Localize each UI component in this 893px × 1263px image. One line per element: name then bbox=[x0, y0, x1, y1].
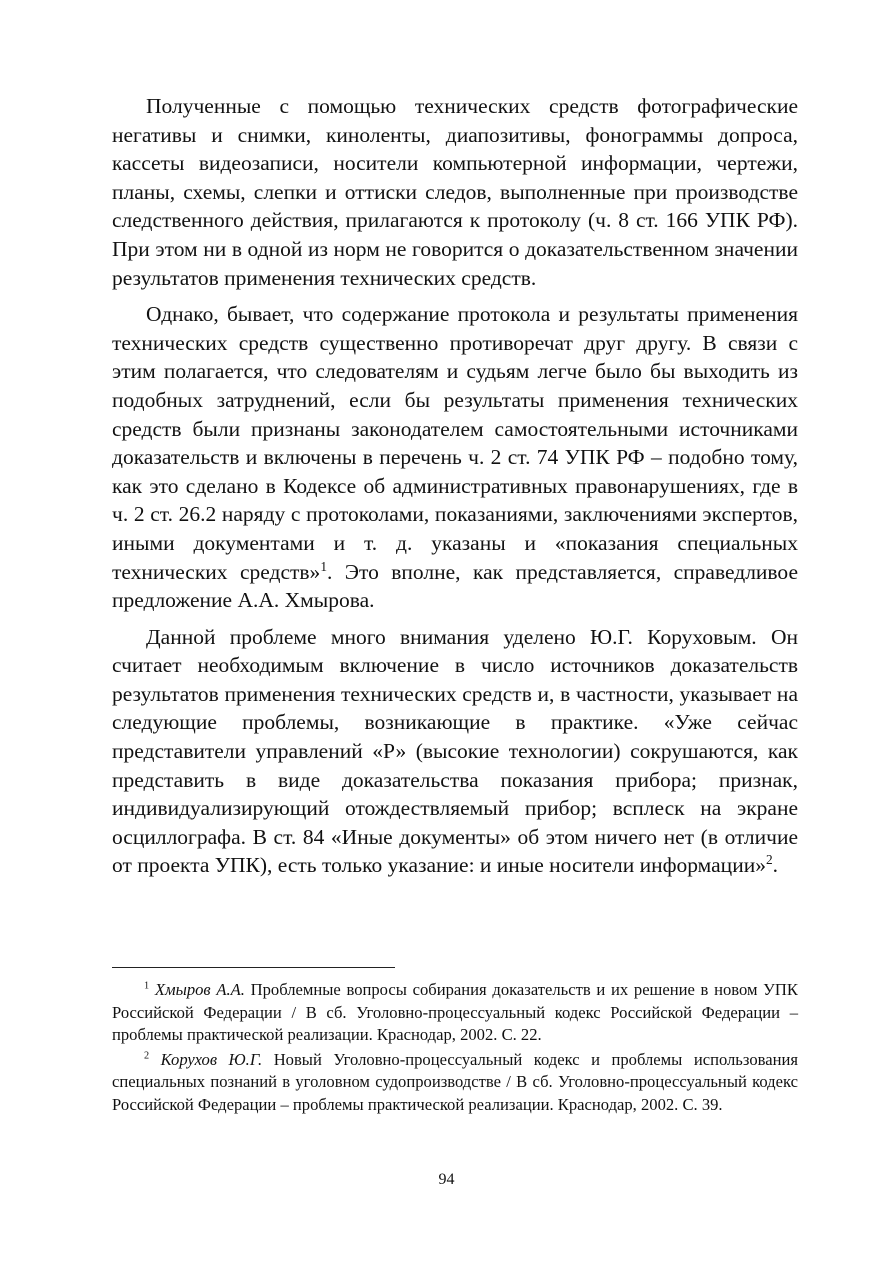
footnote-2-mark: 2 bbox=[144, 1049, 150, 1061]
footnote-ref-1[interactable]: 1 bbox=[320, 558, 327, 574]
footnote-2-author: Корухов Ю.Г. bbox=[160, 1049, 263, 1069]
main-text bbox=[112, 92, 798, 888]
footnote-1-text: Проблемные вопросы собирания доказательств и их решение в новом УПК Российской Федерации / В сб. Уголовно-процессуальный кодекс Российской Федерации – проблемы практической реализации. Краснодар, 2002. С. 22. bbox=[112, 980, 798, 1044]
paragraph-3-tail: . bbox=[772, 853, 779, 878]
page-number: 94 bbox=[438, 1171, 455, 1188]
footnotes bbox=[112, 979, 798, 1118]
paragraph-3 bbox=[112, 623, 798, 880]
footnote-1 bbox=[112, 979, 798, 1047]
footnote-separator bbox=[112, 967, 395, 968]
footnote-ref-2[interactable]: 2 bbox=[765, 852, 773, 868]
footnote-2 bbox=[112, 1049, 798, 1117]
paragraph-1 bbox=[112, 92, 798, 292]
footnote-1-author: Хмыров А.А. bbox=[154, 980, 245, 999]
paragraph-2-tail: . Это вполне, как представляется, справедливое предложение А.А. Хмырова. bbox=[112, 559, 798, 613]
footnote-2-text: Новый Уголовно-процессуальный кодекс и проблемы использования специальных познаний в уголовном судопроизводстве / В сб. Уголовно-процессуальный кодекс Российской Федерации – проблемы практической реализации. Краснодар, 2002. С. 39. bbox=[112, 1049, 799, 1114]
footnote-1-mark: 1 bbox=[144, 980, 150, 992]
paragraph-1-text: Полученные с помощью технических средств фотографические негативы и снимки, киноленты, диапозитивы, фонограммы допроса, кассеты видеозаписи, носители компьютерной информации, чертежи, планы, схемы, слепки и оттиски следов, выполненные при производстве следственного действия, прилагаются к протоколу (ч. 8 ст. 166 УПК РФ). При этом ни в одной из норм не говорится о доказательственном значении результатов применения технических средств. bbox=[112, 94, 798, 290]
paragraph-3-text: Данной проблеме много внимания уделено Ю.Г. Коруховым. Он считает необходимым включение в число источников доказательств результатов применения технических средств и, в частности, указывает на следующие проблемы, возникающие в практике. «Уже сейчас представители управлений «Р» (высокие технологии) сокрушаются, как представить в виде доказательства показания прибора; признак, индивидуализирующий отождествляемый прибор; всплеск на экране осциллографа. В ст. 84 «Иные документы» об этом ничего нет (в отличие от проекта УПК), есть только указание: и иные носители информации» bbox=[112, 624, 798, 878]
paragraph-2 bbox=[112, 300, 798, 615]
paragraph-2-text: Однако, бывает, что содержание протокола и результаты применения технических средств существенно противоречат друг другу. В связи с этим полагается, что следователям и судьям легче было бы выходить из подобных затруднений, если бы результаты применения технических средств были признаны законодателем самостоятельными источниками доказательств и включены в перечень ч. 2 ст. 74 УПК РФ – подобно тому, как это сделано в Кодексе об административных правонарушениях, где в ч. 2 ст. 26.2 наряду с протоколами, показаниями, заключениями экспертов, иными документами и т. д. указаны и «показания специальных технических средств» bbox=[112, 302, 798, 584]
